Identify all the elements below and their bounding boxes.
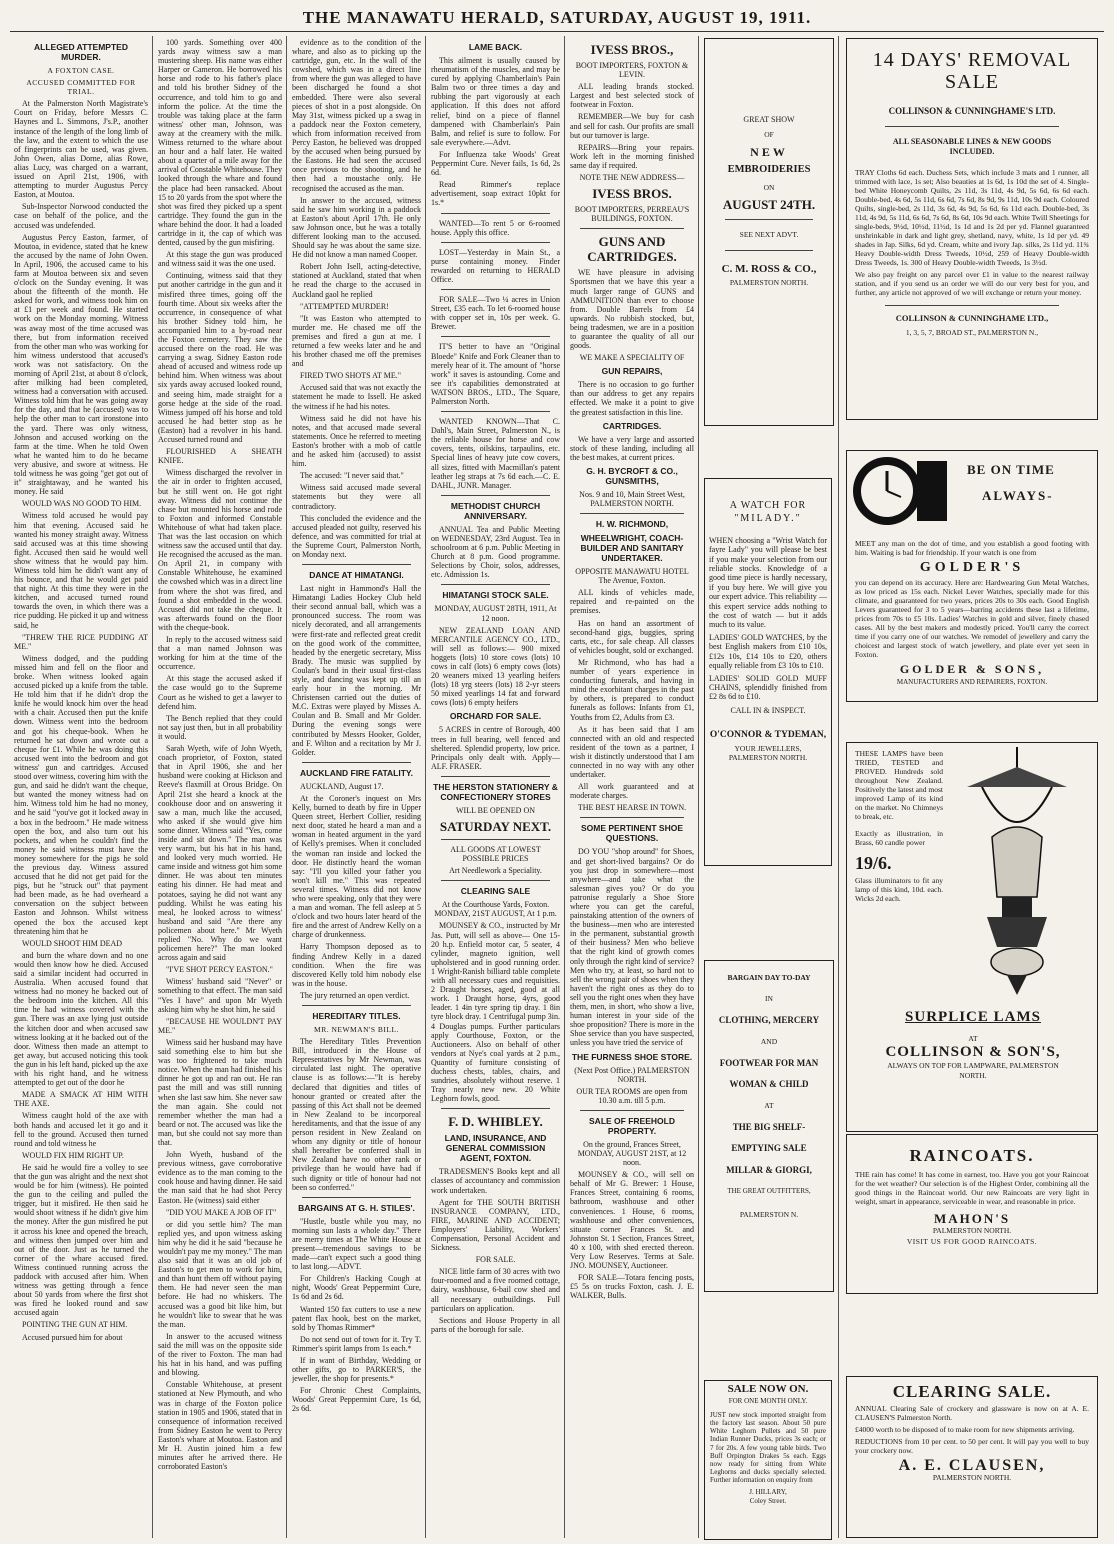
ad-line: EMBROIDERIES — [727, 164, 811, 176]
ad-sale-now-on — [704, 1380, 832, 1540]
article-paragraph: Witness told accused he would pay him that evening. Accused said he wanted his money straight away. Witness said accused was at this time showing fight. Accused then said he would well show witness that he would pay him. Witness told him he didn't want any of his bounce, and that he would get paid that night. At this time they were in the kitchen, and accused turned round towards the oven, in which there was a rice pudding. He picked it up and witness said, he — [14, 511, 148, 630]
ad-price: 19/6. — [855, 853, 892, 873]
ad-title: 14 DAYS' REMOVAL SALE — [872, 49, 1072, 93]
article-paragraph: At this stage the gun was produced and witness said it was the one used. — [158, 250, 282, 269]
ad-line: YOUR JEWELLERS, — [734, 743, 802, 753]
article-paragraph: MADE A SMACK AT HIM WITH THE AXE. — [14, 1090, 148, 1109]
article-paragraph: Sarah Wyeth, wife of John Wyeth, coach proprietor, of Foxton, stated that in April 1906, she and her husband were cooking at Hickson and Reeve's flaxmill at Orous Bridge. On April 21st she heard a knock at the cookhouse door and on answering it saw a man, much like the accused, who asked if she would give him some dinner. Witness said "Yes, come inside and sit down." The man was very warm, but his hat in his hand, and looked very much worried. He came inside and witness got him some dinner. He was about ten minutes eating his dinner. He had meat and potatoes, saying he did not want any pudding. Whilst he was eating his meal, he looked across to witness' husband and said "Are there any policemen about here." Mr Wyeth replied "No. Why do we want policemen here?" The man looked across again and said — [158, 744, 282, 963]
masthead-rule — [10, 31, 1104, 32]
advertisements-list — [570, 42, 694, 1300]
article-paragraph: FIRED TWO SHOTS AT ME." — [300, 371, 401, 381]
ad-paragraph: ANNUAL Clearing Sale of crockery and glassware is now on at A. E. CLAUSEN'S Palmerston North. — [855, 1404, 1089, 1423]
article-headline: BARGAINS AT G. H. STILES'. — [298, 1202, 415, 1213]
ad-title: CLEARING SALE. — [892, 1382, 1052, 1401]
ad-firm: COLLINSON & SON'S, — [885, 1043, 1061, 1060]
ad-banner: ALWAYS- — [982, 488, 1054, 503]
ad-paragraph: TRAY Cloths 6d each. Duchess Sets, which include 3 mats and 1 runner, all trimmed with lace, 1s set; Also beauties at 1s 6d, 1s 10d the set of 4. Single-bed White Honeycomb Quilts, 2s 11d, 3s 11d, 4s 9d, 5s 6d, 6s 6d each. Double-bed, 4s 6d, 5s 11d, 6s 6d, 7s 6d, 8s 9d, 9s 11d, 10s 9d each. Coloured Quilts, single-bed, 2s 11d, 3s 6d, 4s 9d, 5s 6d, 6s 11d each. Double-bed, 3s 11d, 4s 9d, 5s 11d, 6s 6d, 7s 6d, 8s 6d, 10s 9d each. White Twill Sheetings for single-beds, 9½d, 10½d, 11½d, 1s 1d and 1s 2d per yd. Flannel guaranteed unshrinkable in dark and light grey, shetland, navy, white, 1s 1d per yd. 49 shades in Jap. Silks, 6d yd. Cream, white and ivory Jap. silks, 2s 11d yd. 11¾ Heavy Double-width Dress Tweeds, 10½d, 259 of Heavy Double-width Dress Tweeds, 1s. 300 of Heavy Double-width Tweeds, 1s 3½d. — [855, 168, 1089, 268]
divider — [580, 513, 684, 514]
ad-firm: J. HILLARY, — [749, 1487, 787, 1496]
article-body — [292, 38, 421, 559]
divider — [580, 817, 684, 818]
ad-paragraph: REMEMBER—We buy for cash and sell for cash. Our profits are small but our turnover is large. — [570, 112, 694, 140]
ad-line: PALMERSTON NORTH. — [932, 1225, 1012, 1235]
article-paragraph: Witness' husband said "Never" or something to that effect. The man said "Yes I have" and upon Mr Wyeth asking him why he shot him, he said — [158, 977, 282, 1014]
article-subheading: A FOXTON CASE. — [47, 66, 115, 75]
article-headline: AUCKLAND FIRE FATALITY. — [299, 767, 413, 778]
ad-firm: COLLINSON & CUNNINGHAME LTD., — [895, 313, 1049, 324]
ad-paragraph: 5 ACRES in centre of Borough, 400 trees in full bearing, well fenced and sheltered. Splendid property, low price. Principals only dealt with. Apply— ALF. FRASER. — [431, 725, 560, 771]
ad-paragraph: This ailment is usually caused by rheumatism of the muscles, and may be cured by applying Chamberlain's Pain Balm two or three times a day and rubbing the part vigorously at each application. If this does not afford relief, bind on a piece of flannel dampened with Chamberlain's Pain Balm, and relief is sure to follow. For sale everywhere.—Advt. — [431, 56, 560, 147]
article-headline: HEREDITARY TITLES. — [312, 1011, 401, 1021]
article-headline: ALLEGED ATTEMPTED MURDER. — [34, 42, 128, 62]
article-paragraph: In reply to the accused witness said that a man named Johnson was working for him at the time of the occurrence. — [158, 635, 282, 672]
article-paragraph: At the Coroner's inquest on Mrs Kelly, burned to death by fire in Upper Queen street, Herbert Collier, residing next door, stated he heard a man and a woman in heated argument in the yard of Kelly's premises. When it concluded the woman ran inside and locked the door. He distinctly heard the woman say: "I'll you killed your father you won't kill me." This was repeated several times. Witness did not know who were speaking, only that they were a man and woman. The fell asleep at 5 o'clock and two hours later heard of the fire and the arrest of Andrew Kelly on a charge of drunkenness. — [292, 793, 421, 940]
article-paragraph: "DID YOU MAKE A JOB OF IT" — [166, 1207, 277, 1217]
article-body — [14, 99, 148, 1341]
divider — [441, 242, 550, 243]
ad-line: FOR ONE MONTH ONLY. — [728, 1397, 808, 1406]
article-subheading: MR. NEWMAN'S BILL. — [314, 1025, 399, 1034]
classifieds-list — [431, 42, 560, 1334]
article-paragraph: Sub-Inspector Norwood conducted the case on behalf of the police, and the accused was undefended. — [14, 202, 148, 230]
ad-line: BOOT IMPORTERS, PERREAU'S BUILDINGS, FOXTON. — [574, 205, 690, 224]
ad-paragraph: WE have pleasure in advising Sportsmen that we have this year a much larger range of GUNS and AMMUNITION than ever to choose from. Double Barrels from £4 upwards. No rubbish stocked, but, being tradesmen, we are in a position to guarantee the quality of all our goods. — [570, 268, 694, 351]
article-paragraph: WOULD FIX HIM RIGHT UP. — [22, 1150, 124, 1160]
ad-paragraph: As it has been said that I am connected with an old and respected resident of the town as a partner, I wish it distinctly understood that I am connected in no way with any other undertaker. — [570, 724, 694, 780]
ad-line: VISIT US FOR GOOD RAINCOATS. — [906, 1237, 1038, 1247]
ad-golders-watches — [846, 450, 1098, 702]
column-divider — [838, 36, 839, 1538]
article-paragraph: Constable Whitehouse, at present stationed at New Plymouth, and who was in charge of the Foxton police station in 1905 and 1906, stated that in consequence of information received from Sidney Easton he went to Percy Easton's whare at Moutoa. Easton and Mr H. Austin joined him a few minutes after he arrived there. He corroborated Easton's — [158, 1380, 282, 1472]
ad-line: On the ground, Frances Street, MONDAY, AUGUST 21ST, at 12 noon. — [577, 1139, 687, 1168]
ad-line: Nos. 9 and 10, Main Street West, PALMERSTON NORTH. — [579, 489, 685, 508]
ad-title: IVESS BROS., — [590, 42, 674, 57]
ad-line: AT — [764, 1101, 774, 1111]
ad-paragraph: DO YOU "shop around" for Shoes, and get short-lived bargains? Or do you just drop in somewhere—most anywhere—and take what the salesman gives you? Or do you patronise regularly a Shoe Store where you can get the careful, painstaking attention of the owners of the business—men who are interested in the permanent, substantial growth of their business? Men who believe that the right kind of growth comes only through the right kind of service? Men who try, at least, so hard not to sell the wrong pair of shoes when they haven't the right ones as they do to sell you the right ones when they have them, men, in short, who show a live, human interest in your side of the shoe proposition? There is more in the Shoe service than you have suspected, unless you have tried the service of — [570, 847, 694, 1048]
article-paragraph: or did you settle him? The man replied yes, and upon witness asking him why he did it he said "because he wouldn't pay me my money." The man also said that it was an old job of Easton's to get men to work for him, and than hunt them off without paying them. He had never seen the man before. He had no whiskers. The accused was a good bit like him, but he wouldn't like to swear that he was the man. — [158, 1219, 282, 1329]
article-paragraph: Witness discharged the revolver in the air in order to frighten accused, but he still went on. He got right away. Witness did not continue the chase but mounted his horse and rode to Foxton and informed Constable Whitehouse of what had taken place. That was the last occasion on which witness saw the accused until that day. He recognised the accused as the man. On April 21, in company with Constable Whitehouse, he examined the cowshed which was in a direct line from where the shot was fired, and found a shot embedded in the wood. Accused did not take the cheque. It was afterwards found on the floor with the cheque-book. — [158, 468, 282, 632]
ad-clearing-sale-clausen — [846, 1376, 1098, 1538]
ad-title: IVESS BROS. — [592, 186, 672, 202]
ad-paragraph: WHEN choosing a "Wrist Watch for fayre Lady" you will please be best if you make your selection from our reliable stocks. Knowledge of a good time piece is hardly necessary, if you buy here. We will give you our expert advice. This reliability — this expert service adds nothing to the cost of watch — but it adds much to its value. — [709, 535, 827, 630]
ad-line: FOOTWEAR FOR MAN — [719, 1057, 819, 1068]
article-headline: DANCE AT HIMATANGI. — [309, 570, 404, 581]
clock-icon — [847, 451, 947, 531]
article-paragraph: Witness said he did not have his notes, and that accused made several statements. Once he referred to meeting Easton's brother with a mob of cattle and he asked him (accused) to assist him. — [292, 413, 421, 469]
article-paragraph: WOULD SHOOT HIM DEAD — [22, 938, 123, 948]
divider — [441, 495, 550, 496]
article-paragraph: Witness caught hold of the axe with both hands and accused let it go and it fell to the ground. Accused then turned round and told witness he — [14, 1111, 148, 1148]
ad-firm: GOLDER & SONS, — [899, 662, 1045, 677]
ad-subtitle: ALL SEASONABLE LINES & NEW GOODS INCLUDED. — [892, 137, 1052, 156]
article-body — [292, 1217, 421, 1414]
ad-heading: CARTRIDGES. — [602, 420, 662, 431]
ad-paragraph: There is no occasion to go further than our address to get any repairs effected. We make it a point to give the greatest satisfaction in this line. — [570, 380, 694, 417]
ad-line: Art Needlework a Speciality. — [449, 866, 542, 876]
ad-date: AUGUST 24TH. — [722, 197, 816, 213]
column-divider — [286, 36, 287, 1538]
ad-paragraph: MOUNSEY & CO., instructed by Mr Jas. Putt, will sell as above— One 15-20 h.p. Enfield motor car, 5 seater, 4 cylinder, magneto ignition, well upholstered and in good running order. 1 Wright-Ranish billiard table complete with all necessary cues and requisities. 2 Draught horses, aged, good at all work. 1 Draught horse, 4yrs, good leader. 1 4in tyre spring tip dray. 1 8in tyre block dray. 1 Centrifugal pump 3in. 4 Douglas pumps. Further particulars apply Courthouse, Foxton, or the Auctioneers. Also on behalf of other vendors at Nye's coal yards at 2 p.m., Quantity of furniture consisting of duchess chests, tables, chairs, and sundries, absolutely without reserve. 1 Tray nearly new new. 20 White Leghorn fowls, good. — [431, 921, 560, 1104]
ad-paragraph: MOUNSEY & CO., will sell on behalf of Mr G. Brewer: 1 House, Frances Street, containing 6 rooms, bathroom, washhouse and other conveniences. 1 House, 6 rooms, washhouse and other conveniences, situate corner Frances St. and Johnston St. 1 Section, Frances Street, 40 x 100, with shed erected thereon. Very Low Reserves. Terms at Sale. JNO. MOUNSEY, Auctioneer. — [570, 1170, 694, 1271]
ad-removal-sale — [846, 38, 1098, 420]
article-paragraph: Last night in Hammond's Hall the Himatangi Ladies Hockey Club held their second annual ball, which was a pronounced success. The room was nicely decorated, and all arrangements were first-rate and reflected great credit on the good work of the committee, headed by the energetic secretary, Miss Brady. The music was supplied by Coulan's band in their usual first-class style, and dancing was kept up till an early hour in the morning. Mr Christensen carried out the duties of M.C. Extras were played by Misses A. Coulan and B. Small and Mr Golder. During the evening songs were contributed by Messrs Hooker, Golder, and F. Wilton and a recitation by Mr J. Golder. — [292, 584, 421, 757]
ad-line: NEW — [750, 144, 788, 159]
ad-line: BARGAIN DAY TO-DAY — [727, 973, 811, 982]
divider — [441, 880, 550, 881]
ad-paragraph: FOR SALE—Totara fencing posts, £5 5s on trucks Foxton, cash. J. E. WALKER, Bulls. — [570, 1273, 694, 1301]
ad-heading: THE FURNESS SHOE STORE. — [571, 1051, 693, 1062]
ad-paragraph: JUST new stock imported straight from the factory last season. About 50 pure White Leghorn Pullets and 50 pure Indian Runner Ducks, prices 3s each; or 7 for 20s. A few young table birds. Two Buff Orpington Drakes 5s each. Eggs now ready for sitting from White Leghorns and ducks specially selected. Further information on enquiry from — [710, 1410, 826, 1485]
article-paragraph: Witness said her husband may have said something else to him but she was too frightened to take much notice. When the man had finished his dinner he got up and ran out. He ran past the mill and was still running when she last saw him. She never saw the man again. She could not remember whether the man had a beard or not. The accused was like the man, but she could not say more than that. — [158, 1037, 282, 1147]
news-column — [292, 38, 421, 1538]
article-paragraph: Witness said accused made several statements but they were all contradictory. — [292, 483, 421, 511]
article-paragraph: Do not send out of town for it. Try T. Rimmer's spirit lamps from 1s each.* — [292, 1334, 421, 1353]
ad-paragraph: TRADESMEN'S Books kept and all classes of accountancy and commission work undertaken. — [431, 1167, 560, 1195]
ad-line: ALWAYS ON TOP FOR LAMPWARE, PALMERSTON NORTH. — [887, 1061, 1059, 1080]
article-body — [158, 38, 282, 1471]
ad-line: WOMAN & CHILD — [729, 1079, 809, 1090]
ad-paragraph: LOST—Yesterday in Main St., a purse containing money. Finder rewarded on returning to HERALD Office. — [431, 247, 560, 284]
article-paragraph: For Chronic Chest Complaints, Woods' Great Peppermint Cure, 1s 6d, 2s 6d. — [292, 1386, 421, 1414]
ad-paragraph: For Influenza take Woods' Great Peppermint Cure. Never fails, 1s 6d, 2s 6d. — [431, 149, 560, 178]
ad-heading: METHODIST CHURCH ANNIVERSARY. — [450, 500, 541, 521]
divider — [441, 584, 550, 585]
ad-banner: BE ON TIME — [967, 462, 1055, 477]
ad-heading: THE HERSTON STATIONERY & CONFECTIONERY STORES — [433, 781, 558, 802]
ad-line: WE MAKE A SPECIALITY OF — [579, 353, 685, 363]
ad-line: AND — [760, 1037, 778, 1047]
ad-paragraph: WANTED—To rent 5 or 6-roomed house. Apply this office. — [431, 218, 560, 237]
article-paragraph: John Wyeth, husband of the previous witness, gave corroborative evidence as to the man coming to the cook house and having dinner. He said the man said that he had shot Percy Easton. He (witness) said either — [158, 1150, 282, 1205]
ad-paragraph: you can depend on its accuracy. Here are: Hardwearing Gun Metal Watches, as low priced as 15s each. Nickel Lever Watches, specially made for this climate, and guaranteed for two years, prices 20s to 30s each. Good English Levers guaranteed for 3 to 5 years—barring accidents these last a lifetime, prices from 70s to £5 10s. Ladies' Watches in gold and silver, finely chased cases. All by the best makers and modestly priced. You'll carry the correct time if you carry one of our watches. We remodel of jewellery and carry the choicest and largest stock of watch jewellery, and plate ever yet seen in Foxton. — [855, 578, 1089, 660]
ad-paragraph: Has on hand an assortment of second-hand gigs, buggies, spring carts, etc., for sale cheap. All classes of vehicles bought, sold or exchanged. — [570, 618, 694, 655]
article-paragraph: "I'VE SHOT PERCY EASTON." — [166, 965, 273, 975]
ad-line: PALMERSTON NORTH. — [729, 278, 809, 288]
divider — [441, 336, 550, 337]
column-divider — [698, 36, 699, 1538]
ad-title: SATURDAY NEXT. — [439, 819, 552, 834]
article-paragraph: "ATTEMPTED MURDER! — [300, 301, 389, 311]
article-continued — [158, 38, 282, 1538]
ad-line: THE BIG SHELF- — [732, 1121, 806, 1132]
ad-firm: MILLAR & GIORGI, — [726, 1164, 812, 1175]
ad-heading: GUN REPAIRS, — [601, 366, 663, 377]
ad-heading: LAND, INSURANCE, AND GENERAL COMMISSION AGENT, FOXTON. — [444, 1133, 547, 1164]
article-subheading: ACCUSED COMMITTED FOR TRIAL. — [26, 78, 136, 97]
ad-paragraph: Sections and House Property in all parts of the borough for sale. — [431, 1315, 560, 1334]
divider — [441, 839, 550, 840]
ad-firm: MAHON'S — [933, 1211, 1011, 1227]
article-paragraph: Accused pursued him for about — [22, 1332, 123, 1342]
ad-line: CALL IN & INSPECT. — [730, 705, 806, 715]
ad-heading: HIMATANGI STOCK SALE. — [442, 590, 549, 601]
ad-line: (Next Post Office.) PALMERSTON NORTH. — [574, 1065, 690, 1084]
ad-heading: SOME PERTINENT SHOE QUESTIONS. — [580, 823, 683, 844]
article-paragraph: The jury returned an open verdict. — [300, 990, 410, 1000]
ad-heading: G. H. BYCROFT & CO., GUNSMITHS, — [586, 465, 678, 486]
ad-line: SEE NEXT ADVT. — [739, 230, 799, 240]
ad-paragraph: NICE little farm of 30 acres with two four-roomed and a five roomed cottage, dairy, washhouse, 6-bail cow shed and all necessary outbuildings. Full particulars on application. — [431, 1267, 560, 1313]
ad-heading: CLEARING SALE — [460, 886, 531, 897]
ad-line: MONDAY, AUGUST 28TH, 1911, At 12 noon. — [434, 604, 557, 623]
ad-heading: SALE OF FREEHOLD PROPERTY. — [589, 1115, 675, 1136]
ad-heading: "MILADY." — [734, 513, 802, 525]
article-paragraph: This concluded the evidence and the accused pleaded not guilty, reserved his defence, and was committed for trial at the Supreme Court, Palmerston North, on Monday next. — [292, 513, 421, 559]
ad-firm: C. M. ROSS & CO., — [721, 262, 817, 275]
column-divider — [425, 36, 426, 1538]
ad-paragraph: LADIES' SOLID GOLD MUFF CHAINS, splendidly finished from £2 8s 6d to £10. — [709, 673, 827, 702]
ad-line: THE GREAT OUTFITTERS, — [727, 1187, 811, 1196]
ad-paragraph: ALL leading brands stocked. Largest and best selected stock of footwear in Foxton. — [570, 82, 694, 110]
article-paragraph: The Hereditary Titles Prevention Bill, introduced in the House of Representatives by Mr Newman, was circulated last night. The operative clause is as follows:—"It is hereby declared that dignities and titles of honour granted or created after the passing of this Act shall not be deemed in New Zealand to be incorporeal hereditaments, and that the issue of any person resident in New Zealand on whom any dignity or title of honour shall hereafter be conferred shall in New Zealand have no other rank or privilege than he would have had if such dignity or title of honour had not been so conferred." — [292, 1037, 421, 1192]
advertisements-column — [570, 38, 694, 1538]
ad-title: SURPLICE LAMS — [905, 1009, 1041, 1025]
article-paragraph: "BECAUSE HE WOULDN'T PAY ME." — [158, 1016, 282, 1035]
article-paragraph: The accused: "I never said that." — [300, 471, 404, 481]
ad-line: OUR TEA ROOMS are open from 10.30 a.m. till 5 p.m. — [576, 1086, 688, 1105]
classifieds-column — [431, 38, 560, 1538]
ad-paragraph: We also pay freight on any parcel over £1 in value to the nearest railway station, and if you send us an order we will do our very best for you, and further, any article not approved of we will exchange or return your money. — [855, 270, 1089, 298]
ad-paragraph: THE rain has come! It has come in earnest, too. Have you got your Raincoat for the wet weather? Our selection is of the Highest Order, combining all the good things in the Raincoat world. Our new Raincoats are very light in weight, smart in appearance, serviceable in wear, and reasonable in price. — [855, 1170, 1089, 1207]
ad-paragraph: WANTED KNOWN—That C. Dahl's, Main Street, Palmerston N., is the reliable house for horse and cow covers, tents, oilskins, tarpaulins, etc. Special lines of heavy jute cow covers, all sizes, fitted with Macmillan's patent leather leg straps at 7s 6d each.—C. E. DAHL, JUNR. Manager. — [431, 417, 560, 490]
article-paragraph: Continuing, witness said that they put another cartridge in the gun and it misfired three times, going off the fourth time. About six weeks after the occurrence, in consequence of what his brother Sidney told him, he accompanied him to a by-road near the Foxton cemetery. They saw the accused there on the road. He was carrying a swag. Sidney Easton rode ahead of accused and witness rode up behind him. When witness was about six yards away accused looked round, and seeing him, made straight for a gorse hedge at the side of the road. Witness jumped off his horse and told accused he had better stop as he (Easton) had a revolver in his hand. Accused turned round and — [158, 271, 282, 445]
article-paragraph: AUCKLAND, August 17. — [300, 781, 384, 791]
ad-title: F. D. WHIBLEY. — [448, 1114, 543, 1130]
article-paragraph: The Bench replied that they could not say just then, but in all probability it would. — [158, 713, 282, 741]
article-attempted-murder — [14, 38, 148, 1538]
ad-heading: A WATCH FOR — [729, 500, 807, 511]
article-paragraph: "THREW THE RICE PUDDING AT ME." — [14, 632, 148, 651]
ad-line: IN — [765, 994, 773, 1004]
article-paragraph: and burn the whare down and no one would then know how he died. Accused said a similar incident had occurred in Australia. When accused found that witness had no money he backed out of the bedroom into the kitchen. All this time he had witness covered with the gun. There was an axe lying just outside the kitchen door and when accused saw witness looking at it he backed out of the door. Witness then made an attempt to get away, but accused noticing this took the gun in his left hand, picked up the axe with his right hand, and he witness attempted to get out of the door he — [14, 950, 148, 1088]
ad-paragraph: REPAIRS—Bring your repairs. Work left in the morning finished same day if required. — [570, 142, 694, 170]
article-paragraph: Harry Thompson deposed as to finding Andrew Kelly in a dazed condition. When the fire was discovered Kelly told him nobody else was in the house. — [292, 942, 421, 988]
article-paragraph: Witness dodged, and the pudding missed him and fell on the floor and broke. When witness looked again accused picked up a knife from the table. He told him that if he didn't drop the knife he would knock him over the head with a chair. Accused then put the knife down. Witness went into the bedroom and got his cheque-book. When he returned he sat down and wrote out a cheque for £1. While he was doing this accused went into the bedroom and got witness' gun and cartridges. Accused stood over witness, covering him with the gun, and said he didn't want the cheque, but wanted the money witness had on him. Witness told him he had no money, and he said "you've got it locked away in a box in the bedroom." He made witness open the box, and also turn out his pockets, and when he couldn't find the money he said witness must have the money somewhere for the pigs he sold the previous day. Witness assured accused that he did not get paid for the pigs, but he "struck out" that payment had been made, as he had overheard a conversation on the subject between Easton and Johnson. Whilst witness opened the box the accused kept threatening him that he — [14, 653, 148, 936]
ad-heading: WHEELWRIGHT, COACH-BUILDER AND SANITARY UNDERTAKER. — [580, 533, 684, 564]
ad-line: CLOTHING, MERCERY — [718, 1014, 820, 1025]
article-paragraph: At this stage the accused asked if the case would go to the Supreme Court as he wished to get a lawyer to defend him. — [158, 674, 282, 711]
article-body — [292, 584, 421, 757]
article-paragraph: evidence as to the condition of the whare, and also as to picking up the cartridge, gun, etc. In the wall of the cowshed, which was in a direct line from where the gun was alleged to have been discharged he found a shot embedded. There were also several pieces of shot in a post alongside. On May 31st, witness picked up a swag in a paddock near the Foxton cemetery, which from information received from Percy Easton, he believed was dropped by the accused when being pursued by the Eastons. He had seen the accused once previous to the shooting, and he then had a moustache only. He recognised the accused as the man. — [292, 38, 421, 193]
ad-bargain-day — [704, 960, 834, 1292]
ad-line: PALMERSTON NORTH. — [932, 1472, 1012, 1482]
ad-line: PALMERSTON N. — [739, 1210, 799, 1220]
article-paragraph: For Children's Hacking Cough at night, Woods' Great Peppermint Cure, 1s 6d and 2s 6d. — [292, 1274, 421, 1302]
article-paragraph: At the Palmerston North Magistrate's Court on Friday, before Messrs C. Haynes and L. Simmons, J's.P., another instance of the length of the long limb of the law, and the extent to which the use of fingerprints can be used, was given. John Owen, alias Dorne, alias Rowe, alias Lucy, was charged on a warrant, issued on April 21st, 1906, with attempting to murder Augustus Percy Easton, at Moutoa. — [14, 99, 148, 200]
ad-line: ALL GOODS AT LOWEST POSSIBLE PRICES — [450, 845, 541, 864]
divider — [441, 776, 550, 777]
ad-heading: ORCHARD FOR SALE. — [449, 711, 542, 722]
ad-paragraph: Read Rimmer's replace advertisement, soap extract 10pkt for 1s.* — [431, 180, 560, 208]
column-divider — [564, 36, 565, 1538]
article-paragraph: Accused said that was not exactly the statement he made to Issell. He asked the witness if he had his notes. — [292, 383, 421, 411]
article-body — [292, 1037, 421, 1192]
ad-paragraph: Exactly as illustration, in Brass, 60 candle power — [855, 829, 943, 847]
ad-paragraph: £4000 worth to be disposed of to make room for new shipments arriving. — [855, 1425, 1075, 1435]
ad-title: RAINCOATS. — [909, 1146, 1035, 1165]
ad-embroideries-show — [704, 38, 834, 426]
ad-paragraph: LADIES' GOLD WATCHES, by the best English makers from £10 10s, £12s 10s, £14 10s to £20, others equally reliable from £3 10s to £10. — [709, 632, 827, 671]
divider — [302, 1197, 411, 1198]
divider — [441, 411, 550, 412]
ad-paragraph: All work guaranteed and at moderate charges. — [570, 782, 694, 801]
ad-line: Coley Street. — [749, 1497, 787, 1506]
ad-paragraph: MEET any man on the dot of time, and you establish a good footing with him. Waiting is bad for friendship. If your watch is one from — [855, 539, 1089, 557]
article-paragraph: FLOURISHED A SHEATH KNIFE. — [158, 447, 282, 466]
ad-heading: H. W. RICHMOND, — [595, 519, 669, 530]
ad-line: FOR SALE. — [475, 1255, 516, 1265]
ad-line: NOTE THE NEW ADDRESS— — [579, 173, 685, 183]
ad-line: MANUFACTURERS AND REPAIRERS, FOXTON. — [896, 677, 1048, 686]
ad-raincoats — [846, 1134, 1098, 1294]
ad-paragraph: IT'S better to have an "Original Bloede" Knife and Fork Cleaner than to merely hear of it. The amount of "horse work" it saves is astounding. Come and see it's capabilities demonstrated at WATSON BROS., LTD., The Square, Palmerston North. — [431, 342, 560, 406]
masthead-title: THE MANAWATU HERALD, SATURDAY, AUGUST 19, 1911. — [302, 8, 812, 27]
ad-watch-for-milady — [704, 478, 832, 866]
article-paragraph: "Hustle, bustle while you may, no morning sun lasts a whole day." There are merry times at The White House at present—tremendous savings to be made—can't expect such a good thing to last long.—ADVT. — [292, 1216, 421, 1272]
ad-line: EMPTYING SALE — [731, 1143, 807, 1154]
ad-line: GREAT SHOW — [743, 115, 795, 124]
divider — [302, 564, 411, 565]
article-paragraph: In answer to the accused witness said the mill was on the opposite side of the river to Foxton. The man had his hat in his hand, and was puffing and blowing. — [158, 1331, 282, 1378]
ad-title: GUNS AND CARTRIDGES. — [587, 234, 677, 265]
ad-paragraph: We have a very large and assorted stock of these landing, including all the best makes, at current prices. — [570, 434, 694, 462]
article-paragraph: Augustus Percy Easton, farmer, of Moutoa, in evidence, stated that he knew the accused by the name of John Owen. In April, 1906, the accused came to his farm at Moutoa between six and seven o'clock on the Sunday evening. It was about the fifteenth of the month. He asked for work, and witness took him on at £1 per week and found. He started work on the Monday morning. Witness was away most of the time accused was there, but from information received from the other man who was working for him witness understood that accused's work was not satisfactory. On the morning of April 21st, at about 8 o'clock, after milking had been completed, witness had a conversation with accused. Witness told him that he was going away for the day, and that he (accused) was to help the other man to cart ironstone into the yard. There was only witness, Johnson and accused working on the farm at the time. When he told Owen what he wanted him to do he became very abusive, and swore at witness. He told witness he was going "get got out of it" straightaway, and he wanted his money. He said — [14, 232, 148, 497]
ad-line: OPPOSITE MANAWATU HOTEL The Avenue, Foxton. — [575, 567, 689, 586]
article-paragraph: WOULD WAS NO GOOD TO HIM. — [22, 499, 142, 509]
ad-address: 1, 3, 5, 7, BROAD ST., PALMERSTON N., — [905, 327, 1039, 337]
column-divider — [152, 36, 153, 1538]
divider — [580, 228, 684, 229]
ad-firm: GOLDER'S — [919, 560, 1025, 575]
ad-line: AT — [968, 1034, 978, 1044]
ad-title: SALE NOW ON. — [727, 1383, 809, 1395]
divider — [302, 762, 411, 763]
article-paragraph: "It was Easton who attempted to murder me. He chased me off the premises and fired a gun at me. I returned a few weeks later and he and his brother chased me off the premises and — [292, 313, 421, 369]
ad-line: ON — [763, 182, 775, 192]
ad-line: THE BEST HEARSE IN TOWN. — [577, 803, 687, 813]
ad-paragraph: Agent for THE SOUTH BRITISH INSURANCE COMPANY, LTD., FIRE, MARINE AND ACCIDENT; Employers' Liability, Workers' Compensation, Personal Accident and Sickness. — [431, 1197, 560, 1253]
ad-firm: A. E. CLAUSEN, — [898, 1457, 1046, 1475]
article-body — [292, 782, 421, 1000]
ad-paragraph: THESE LAMPS have been TRIED, TESTED and PROVED. Hundreds sold throughout New Zealand. Positively the latest and most improved Lamp of its kind on the market. No Chimneys to break, etc. — [855, 749, 943, 821]
divider — [302, 1005, 411, 1006]
divider — [441, 289, 550, 290]
ad-paragraph: NEW ZEALAND LOAN AND MERCANTILE AGENCY CO., LTD., will sell as follows:— 900 mixed hoggets (lots) 10 store cows (lots) 10 cows in calf (lots) 6 empty cows (lots) 20 weaners mixed 13 yearling heifers (lots) 18 yrg steers (lots) 18 2-yr steers 50 mixed yearlings 14 fat and forward cows (lots) 6 empty heifers — [431, 625, 560, 708]
ad-paragraph: ANNUAL Tea and Public Meeting on WEDNESDAY, 23rd August. Tea in schoolroom at 6 p.m. Public Meeting in Church at 8 p.m. Good programme. Selections by Choir, solos, addresses, etc. Admission 1s. — [431, 524, 560, 580]
ad-line: OF — [764, 130, 774, 140]
ad-line: PALMERSTON NORTH. — [728, 752, 808, 762]
ad-firm: O'CONNOR & TYDEMAN, — [709, 730, 827, 741]
divider — [580, 1110, 684, 1111]
ad-paragraph: Mr Richmond, who has had a number of years experience in conducting funerals, and having in mind the exorbitant charges in the past by others, is prepared to conduct funerals as follows: Infants from £1, Youths from £2, Adults from £3. — [570, 657, 694, 722]
article-paragraph: Robert John Isell, acting-detective, stationed at Auckland, stated that when he read the charge to the accused in Auckland gaol he replied — [292, 262, 421, 299]
ad-line: At the Courthouse Yards, Foxton. MONDAY, 21ST AUGUST, At 1 p.m. — [434, 900, 557, 919]
article-paragraph: Wanted 150 fax cutters to use a new patent flax hook, best on the market, sold by Thomas Rimmer* — [292, 1304, 421, 1332]
ad-paragraph: Glass illuminators to fit any lamp of this kind, 10d. each. Wicks 2d each. — [855, 876, 943, 904]
ad-paragraph: ALL kinds of vehicles made, repaired and re-painted on the premises. — [570, 588, 694, 616]
article-paragraph: He said he would fire a volley to see that the gun was alright and the next shot would be for him (witness). He pointed the gun to the ceiling and pulled the trigger, but it misfired. He then said he would shoot witness if he didn't give him the money. After the gun misfired he put it across his knee and opened the breach, and witness then jumped over him and out of the door. Just as he turned the corner of the whare accused fired. Witness continued running across the paddock with accused after him. When witness was getting through a fence about 50 yards from where the first shot was fired he looked round and saw accused again — [14, 1162, 148, 1318]
ad-line: WILL BE OPENED ON — [455, 805, 536, 815]
ad-paragraph: FOR SALE—Two ¼ acres in Union Street, £35 each. To let 6-roomed house with copper set in, 10s per week. G. Brewer. — [431, 295, 560, 332]
lamp-icon — [947, 747, 1087, 997]
ad-paragraph: REDUCTIONS from 10 per cent. to 50 per cent. It will pay you well to buy your crockery now. — [855, 1437, 1089, 1456]
ad-heading: LAME BACK. — [468, 42, 523, 52]
article-paragraph: In answer to the accused, witness said he saw him working in a paddock at Easton's about April 17th. He only saw Johnson once, but he was a totally different looking man to the accused. Should say he was about the same size. He did not know a man named Cooper. — [292, 195, 421, 260]
divider — [441, 1108, 550, 1109]
article-paragraph: POINTING THE GUN AT HIM. — [22, 1320, 128, 1330]
ad-line: BOOT IMPORTERS, FOXTON & LEVIN. — [575, 61, 689, 80]
ad-firm: COLLINSON & CUNNINGHAME'S LTD. — [888, 106, 1056, 116]
ad-surplice-lamps — [846, 742, 1098, 1132]
divider — [441, 213, 550, 214]
article-paragraph: If in want of Birthday, Wedding or other gifts, go to PARKER'S, the jeweller, the shop for presents.* — [292, 1356, 421, 1384]
article-paragraph: 100 yards. Something over 400 yards away witness saw a man mustering sheep. His name was either Harper or Cameron. He borrowed his horse and rode to his father's place and told his brother Sidney of the occurrence, and told him to go and inform the police. At the time the trouble was taking place at the farm witness' other man, Johnson, was away at the creamery with the milk. Witness returned to the whare about an hour and a half later. He waited about a quarter of a mile away for the arrival of Constable Whitehouse. They looked through the whare and found the place had been ransacked. About 15 to 20 yards from the spot where the shot was fired they picked up a spent cartridge. They found the gun in the whare behind the door. It had a loaded cartridge in it, the cap of which was dented, caused by the gun misfiring. — [158, 38, 282, 248]
